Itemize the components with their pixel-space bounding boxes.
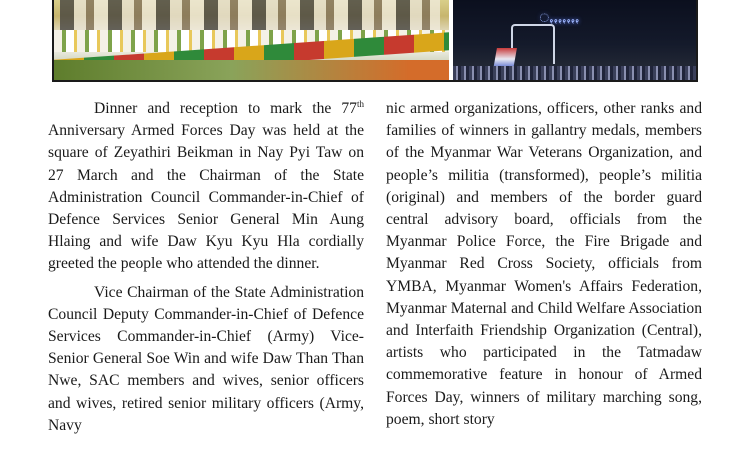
seated-guests — [60, 0, 440, 34]
drone-light-text: ꩻꩻꩻꩻꩻꩻꩻ — [539, 7, 581, 27]
paragraph-continued: nic armed organizations, officers, other ranks and families of winners in gallantry medals, members of the Myanmar War Veterans Organization, and people’s militia (transformed), people’s militia (original) and members of the border guard central advisory board, officials from the Myanmar Police Force, the Fire Brigade and Myanmar Red Cross Society, officials from YMBA, Myanmar Women's Affairs Federation, Myanmar Maternal and Child Welfare Association and Interfaith Friendship Organization (Central), artists who participated in the Tatmadaw commemorative feature in honour of Armed Forces Day, winners of military marching song, poem, short story — [386, 100, 702, 428]
paragraph-1 — [48, 98, 364, 276]
superscript: th — [356, 98, 364, 109]
paragraph-text: Dinner and reception to mark the 77 — [94, 100, 357, 117]
article-column-right — [386, 98, 702, 431]
drone-show-photo — [453, 0, 698, 80]
crowd — [453, 66, 698, 80]
photo-strip — [52, 0, 698, 82]
paragraph-text: Anniversary Armed Forces Day was held at the square of Zeyathiri Beikman in Nay Pyi Taw on 27 March and the Chairman of the State Administration Council Commander-in-Chief of Defence Services Senior General Min Aung Hlaing and wife Daw Kyu Kyu Hla cordially greeted the people who attended the dinner. — [48, 122, 364, 273]
article-column-left — [48, 98, 364, 437]
table-skirt — [54, 60, 449, 80]
dinner-reception-photo — [54, 0, 449, 80]
paragraph-2: Vice Chairman of the State Administration Council Deputy Commander-in-Chief of Defence Services Commander-in-Chief (Army) Vice-Senior General Soe Win and wife Daw Than Than Nwe, SAC members and wives, senior officers and wives, retired senior military officers (Army, Navy — [48, 283, 364, 434]
stage-tower — [511, 24, 555, 64]
